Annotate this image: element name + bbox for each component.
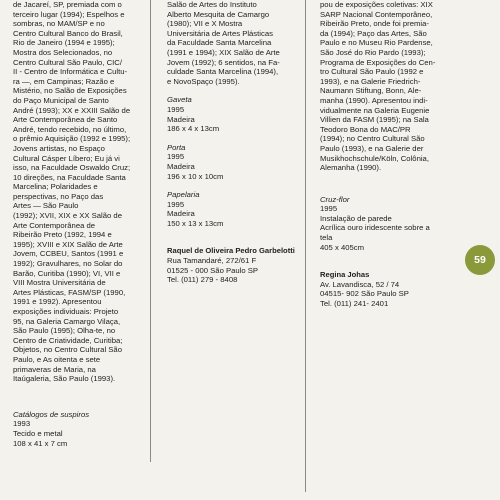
- artwork-year: 1995: [167, 104, 185, 114]
- bio-line: Paulo, e As oitenta e sete: [13, 354, 101, 364]
- column-rule-1: [150, 0, 151, 462]
- bio-line: Cultural Cásper Líbero; Eu já vi: [13, 153, 120, 163]
- bio-line: ra —, em Campinas; Razão e: [13, 76, 115, 86]
- artwork-dimensions: 186 x 4 x 13cm: [167, 124, 220, 134]
- bio-line: Jovem, CCBEU, Santos (1991 e: [13, 249, 124, 259]
- bio-line: Paulo (1993), e na Galerie der: [320, 143, 424, 153]
- bio-line: isso, na Faculdade Oswaldo Cruz;: [13, 163, 131, 173]
- artwork-year: 1995: [320, 204, 338, 214]
- bio-line: Mostra dos Selecionados, no: [13, 47, 113, 57]
- bio-line: SARP Nacional Contemporâneo,: [320, 9, 433, 19]
- bio-line: culdade Santa Marcelina (1994),: [167, 67, 279, 77]
- contact-name: Regina Johas: [320, 270, 370, 280]
- artwork-title: Porta: [167, 142, 186, 152]
- artist-bio-2: [167, 0, 295, 86]
- bio-line: Musikhochschule/Köln, Colônia,: [320, 153, 429, 163]
- bio-line: São José do Rio Pardo (1993);: [320, 47, 426, 57]
- bio-line: Teodoro Bona do MAC/PR: [320, 124, 411, 134]
- contact-phone: Tel. (011) 279 - 8408: [167, 275, 238, 285]
- contact-city: 04515- 902 São Paulo SP: [320, 289, 409, 299]
- artwork-entry: [167, 95, 295, 133]
- bio-line: André (1993); XX e XXIII Salão de: [13, 105, 131, 115]
- bio-line: Paulo e no Museu Rio Pardense,: [320, 38, 433, 48]
- bio-line: de Jacareí, SP, premiada com o: [13, 0, 122, 9]
- contact-city: 01525 - 000 São Paulo SP: [167, 265, 259, 275]
- artwork-dimensions: 405 x 405cm: [320, 242, 365, 252]
- bio-line: Mistério, no Salão de Exposições: [13, 86, 127, 96]
- bio-line: 1992); Gravulhares, no Solar do: [13, 259, 123, 269]
- bio-line: do Paço Municipal de Santo: [13, 95, 109, 105]
- contact-block-1: [167, 246, 295, 284]
- artwork-title: Papelaria: [167, 190, 200, 200]
- bio-line: (1980); VII e X Mostra: [167, 19, 243, 29]
- bio-line: Ribeirão Preto, onde foi premia-: [320, 19, 429, 29]
- bio-line: pou de exposições coletivas: XIX: [320, 0, 433, 9]
- column-3: [320, 0, 448, 309]
- artwork-description: Acrílica ouro iridescente sobre a: [320, 223, 430, 233]
- artwork-medium: Instalação de parede: [320, 213, 392, 223]
- bio-line: Jovens artistas, no Espaço: [13, 143, 105, 153]
- bio-line: sombras, no MAM/SP e no: [13, 19, 105, 29]
- artwork-medium: Madeira: [167, 209, 195, 219]
- bio-line: São Paulo (1995); Olha-te, no: [13, 326, 116, 336]
- contact-phone: Tel. (011) 241- 2401: [320, 299, 389, 309]
- bio-line: Ribeirão Preto (1992, 1994 e: [13, 230, 112, 240]
- bio-line: Naumann Stiftung, Bonn, Ale-: [320, 86, 422, 96]
- artwork-entry: [167, 190, 295, 228]
- bio-line: Barão, Curitiba (1990); VI, VII e: [13, 268, 121, 278]
- bio-line: o prêmio Aquisição (1992 e 1995);: [13, 134, 131, 144]
- page-number-badge: 59: [465, 245, 495, 275]
- bio-line: Centro de Criatividade, Curitiba;: [13, 335, 123, 345]
- bio-line: Rio de Janeiro (1994 e 1995);: [13, 38, 115, 48]
- artwork-entry: [167, 143, 295, 181]
- artwork-catalogos: [13, 410, 136, 448]
- bio-line: manha (1990). Apresentou indi-: [320, 95, 428, 105]
- bio-line: (1991 e 1994); XIX Salão de Arte: [167, 47, 280, 57]
- artwork-title: Cruz-flor: [320, 194, 350, 204]
- artist-bio-3: [320, 0, 448, 173]
- artist-bio-1: [13, 0, 136, 384]
- artwork-title: Catálogos de suspiros: [13, 409, 90, 419]
- artwork-dimensions: 150 x 13 x 13cm: [167, 218, 224, 228]
- artwork-medium: Tecido e metal: [13, 428, 63, 438]
- artwork-dimensions: 196 x 10 x 10cm: [167, 171, 224, 181]
- bio-line: Marcelina; Polaridades e: [13, 182, 98, 192]
- contact-address: Rua Tamandaré, 272/61 F: [167, 256, 257, 266]
- artwork-dimensions: 108 x 41 x 7 cm: [13, 438, 68, 448]
- contact-address: Av. Lavandisca, 52 / 74: [320, 279, 400, 289]
- artwork-description-cont: tela: [320, 233, 333, 243]
- bio-line: 1993), e na Galerie Friedrich-: [320, 76, 421, 86]
- bio-line: primaveras de Maria, na: [13, 364, 96, 374]
- bio-line: exposições individuais: Projeto: [13, 307, 119, 316]
- bio-line: 1995); XVIII e XIX Salão de Arte: [13, 239, 123, 249]
- bio-line: Arte Contemporânea de Santo: [13, 115, 118, 125]
- bio-line: André, tendo recebido, no último,: [13, 124, 127, 134]
- bio-line: Alberto Mesquita de Camargo: [167, 9, 270, 19]
- contact-name: Raquel de Oliveira Pedro Garbelotti: [167, 246, 295, 256]
- bio-line: perspectivas, no Paço das: [13, 191, 104, 201]
- contact-block-2: [320, 270, 448, 308]
- bio-line: II - Centro de Informática e Cultu-: [13, 67, 128, 77]
- bio-line: Villien da FASM (1995); na Sala: [320, 115, 429, 125]
- artwork-year: 1995: [167, 199, 185, 209]
- bio-line: da (1994); Paço das Artes, São: [320, 28, 427, 38]
- bio-line: terceiro lugar (1994); Espelhos e: [13, 9, 125, 19]
- bio-line: Centro Cultural Banco do Brasil,: [13, 28, 123, 38]
- bio-line: (1994); no Centro Cultural São: [320, 134, 425, 144]
- artwork-list: [167, 95, 295, 228]
- bio-line: Universitária de Artes Plásticas: [167, 28, 273, 38]
- artwork-year: 1995: [167, 152, 185, 162]
- bio-line: (1992); XVII, XIX e XX Salão de: [13, 211, 122, 221]
- bio-line: Programa de Exposições do Cen-: [320, 57, 436, 67]
- bio-line: tro Cultural São Paulo (1992 e: [320, 67, 424, 77]
- bio-line: 10 direções, na Faculdade Santa: [13, 172, 126, 182]
- artwork-medium: Madeira: [167, 161, 195, 171]
- bio-line: Artes — São Paulo: [13, 201, 79, 211]
- artwork-year: 1993: [13, 419, 31, 429]
- bio-line: Arte Contemporânea de: [13, 220, 96, 230]
- bio-line: Artes Plásticas, FASM/SP (1990,: [13, 287, 126, 297]
- bio-line: Itaúgaleria, São Paulo (1993).: [13, 374, 116, 384]
- column-rule-2: [305, 0, 306, 492]
- bio-line: VIII Mostra Universitária de: [13, 278, 106, 288]
- artwork-medium: Madeira: [167, 114, 195, 124]
- bio-line: da Faculdade Santa Marcelina: [167, 38, 272, 48]
- bio-line: e NovoSpaço (1995).: [167, 76, 240, 86]
- bio-line: Alemanha (1990).: [320, 163, 382, 173]
- bio-line: 1991 e 1992). Apresentou: [13, 297, 102, 307]
- bio-line: vidualmente na Galeria Eugenie: [320, 105, 430, 115]
- bio-line: Objetos, no Centro Cultural São: [13, 345, 122, 355]
- column-1: [13, 0, 136, 448]
- bio-line: 95, na Galeria Camargo Vilaça,: [13, 316, 121, 326]
- bio-line: Centro Cultural São Paulo, CIC/: [13, 57, 122, 67]
- bio-line: Jovem (1992); 6 sentidos, na Fa-: [167, 57, 280, 67]
- artwork-cruz-flor: [320, 195, 448, 253]
- artwork-title: Gaveta: [167, 95, 192, 105]
- bio-line: Salão de Artes do Instituto: [167, 0, 257, 9]
- column-2: [167, 0, 295, 285]
